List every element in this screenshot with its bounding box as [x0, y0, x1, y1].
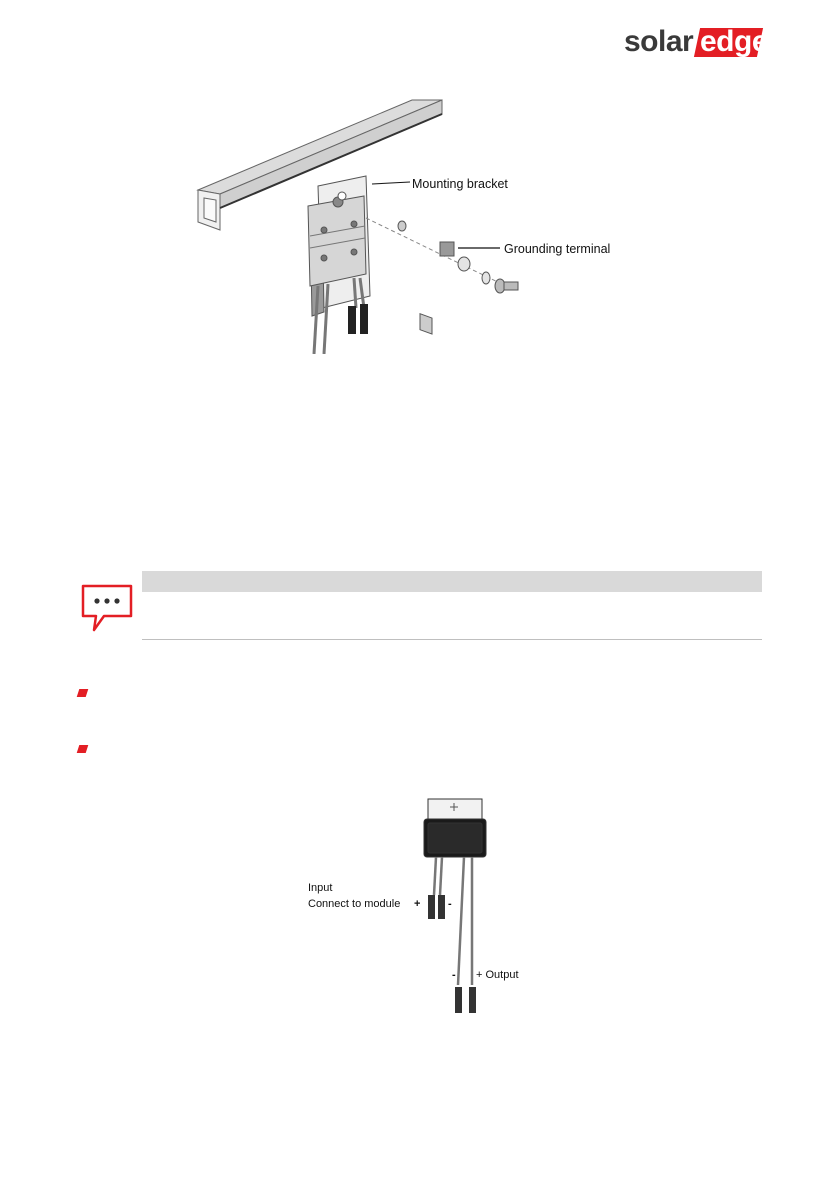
note-header-bar	[142, 571, 762, 592]
solaredge-logo	[624, 24, 769, 60]
red-bullet-icon	[77, 689, 89, 697]
connectors	[348, 304, 368, 334]
callout-grounding-terminal: Grounding terminal	[504, 242, 611, 256]
logo-solar-text: solar	[624, 25, 694, 58]
output-minus: -	[452, 969, 456, 981]
mounting-illustration	[190, 98, 630, 354]
speech-bubble-icon	[78, 578, 136, 636]
input-minus: -	[448, 898, 452, 910]
input-sub-label: Connect to module	[308, 898, 401, 910]
optimizer-illustration	[300, 795, 530, 1020]
optimizer-connectors	[428, 895, 476, 1013]
logo-edge-text: edge	[700, 25, 769, 58]
optimizer-cables	[434, 857, 472, 985]
input-plus: +	[414, 898, 421, 910]
red-bullet-icon	[77, 745, 89, 753]
input-label: Input	[308, 882, 333, 894]
optimizer-body	[424, 799, 486, 857]
output-label: + Output	[476, 969, 519, 981]
note-divider	[142, 639, 762, 640]
callout-mounting-bracket: Mounting bracket	[412, 177, 508, 191]
hardware	[398, 221, 518, 334]
